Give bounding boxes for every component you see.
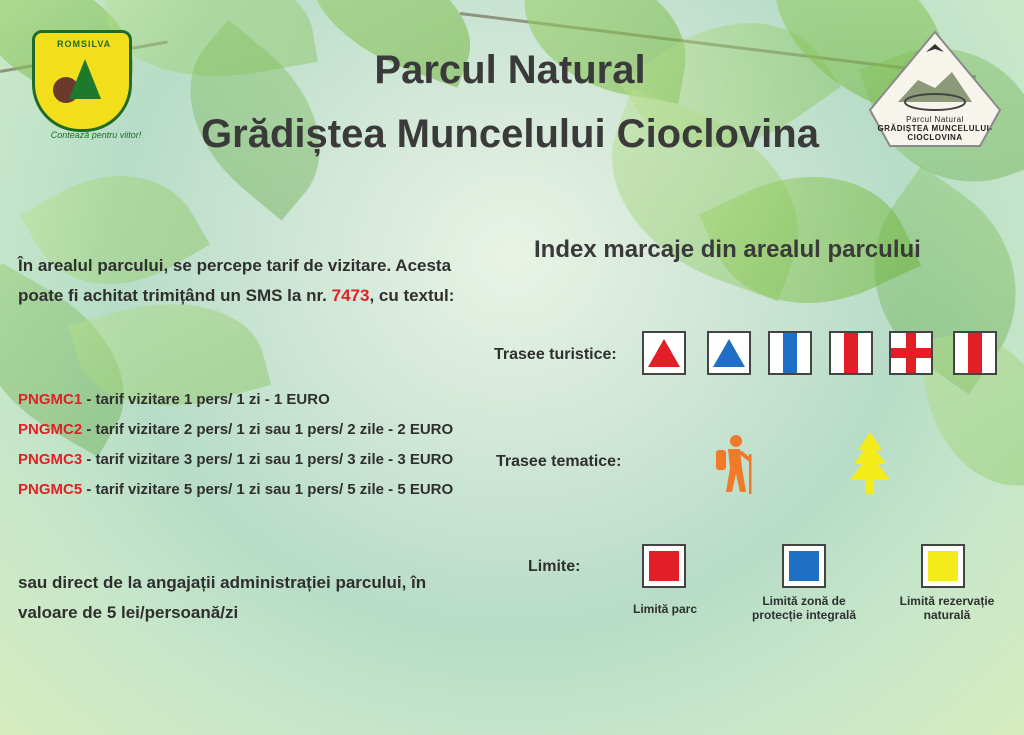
- limit-integral-protection-swatch: [782, 544, 826, 588]
- limit-nature-reserve-swatch: [921, 544, 965, 588]
- marker-blue-stripe: [768, 331, 812, 375]
- tariff-row: [18, 477, 453, 507]
- tariff-desc: - tarif vizitare 3 pers/ 1 zi sau 1 pers/ 3 zile - 3 EURO: [82, 451, 454, 468]
- tourist-trails-label: Trasee turistice:: [494, 346, 617, 363]
- tariff-desc: - tarif vizitare 2 pers/ 1 zi sau 1 pers/ 2 zile - 2 EURO: [82, 421, 454, 438]
- tariff-row: [18, 387, 453, 417]
- red-cross-icon: [891, 333, 931, 373]
- tariff-desc: - tarif vizitare 1 pers/ 1 zi - 1 EURO: [82, 391, 330, 408]
- tariff-code: PNGMC5: [18, 481, 83, 498]
- red-square-icon: [649, 551, 679, 581]
- marker-red-cross: [889, 331, 933, 375]
- limit-integral-protection-caption: Limită zonă de protecție integrală: [751, 594, 857, 622]
- marker-index-title: Index marcaje din arealul parcului: [534, 236, 921, 263]
- romsilva-shield-icon: [32, 30, 132, 132]
- limit-park-swatch: [642, 544, 686, 588]
- marker-red-triangle: [642, 331, 686, 375]
- red-vertical-stripe-icon: [955, 333, 995, 373]
- fee-intro-after: , cu textul:: [369, 286, 455, 305]
- park-logo: [868, 30, 1002, 148]
- tariff-code: PNGMC2: [18, 421, 83, 438]
- romsilva-brand-text: ROMSILVA: [57, 39, 112, 49]
- fee-intro-before: În arealul parcului, se percepe tarif de vizitare. Acesta poate fi achitat trimițând un SMS la nr.: [18, 256, 452, 305]
- park-logo-caption: [868, 115, 1002, 142]
- thematic-trails-label: Trasee tematice:: [496, 453, 622, 470]
- hiker-icon: [712, 434, 756, 496]
- marker-blue-triangle: [707, 331, 751, 375]
- page-title-line1: Parcul Natural: [374, 48, 646, 92]
- tariff-desc: - tarif vizitare 5 pers/ 1 zi sau 1 pers/ 5 zile - 5 EURO: [82, 481, 454, 498]
- fir-tree-icon: [69, 59, 101, 99]
- blue-triangle-icon: [709, 333, 749, 373]
- limit-nature-reserve-caption: Limită rezervație naturală: [899, 594, 995, 622]
- blue-square-icon: [789, 551, 819, 581]
- sms-number: 7473: [331, 286, 370, 305]
- limit-park-caption: Limită parc: [632, 602, 698, 616]
- tariff-code: PNGMC1: [18, 391, 83, 408]
- limits-label: Limite:: [528, 558, 581, 575]
- tariff-code: PNGMC3: [18, 451, 83, 468]
- romsilva-motto: Contează pentru viitor!: [50, 130, 142, 140]
- tariff-row: [18, 417, 453, 447]
- romsilva-logo: [26, 30, 156, 155]
- park-logo-line2: GRĂDIȘTEA MUNCELULUI-: [877, 124, 993, 133]
- tariff-row: [18, 447, 453, 477]
- fee-intro-text: [18, 251, 478, 311]
- yellow-square-icon: [928, 551, 958, 581]
- yellow-tree-icon: [848, 432, 892, 496]
- red-triangle-icon: [644, 333, 684, 373]
- tariff-list: [18, 387, 453, 507]
- page-title-line2: Grădiștea Muncelului Cioclovina: [201, 112, 819, 156]
- red-vertical-stripe-icon: [831, 333, 871, 373]
- park-logo-line1: Parcul Natural: [906, 115, 964, 124]
- direct-payment-text: sau direct de la angajații administrației parcului, în valoare de 5 lei/persoană/zi: [18, 573, 427, 622]
- park-logo-line3: CIOCLOVINA: [907, 133, 963, 142]
- marker-red-stripe: [953, 331, 997, 375]
- marker-red-stripe: [829, 331, 873, 375]
- blue-vertical-stripe-icon: [770, 333, 810, 373]
